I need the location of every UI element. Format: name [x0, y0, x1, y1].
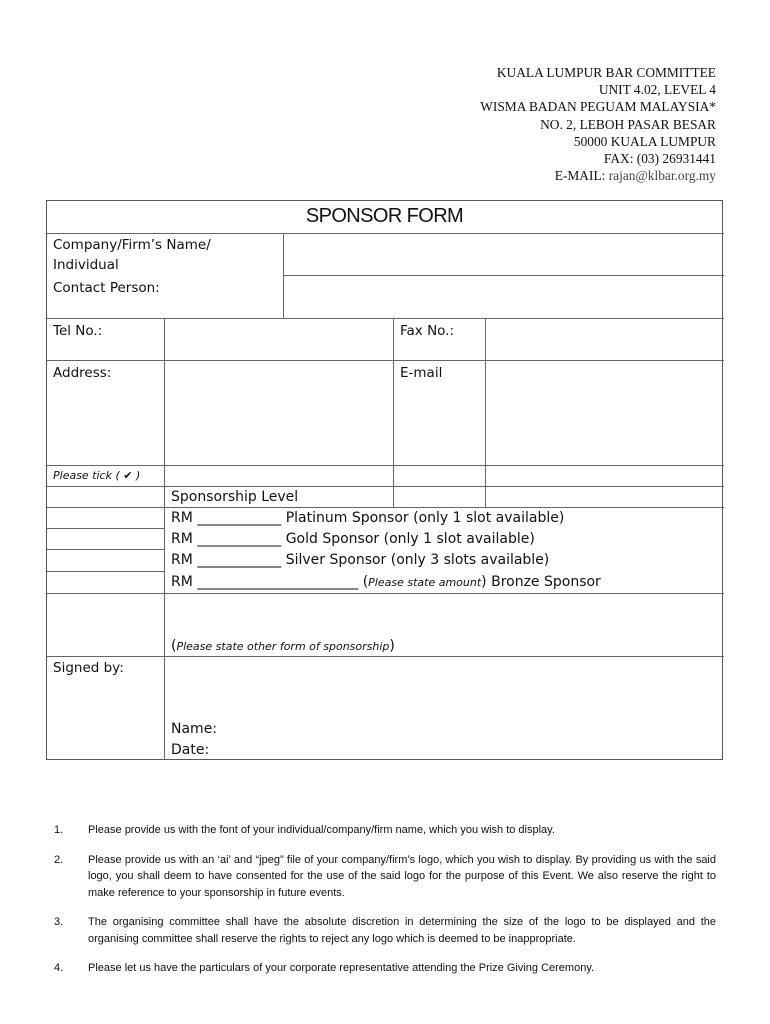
tick-box-bronze[interactable]: [48, 572, 164, 593]
note-text: Please provide us with the font of your individual/company/firm name, which you wish to display.: [88, 824, 555, 836]
note-item: [54, 914, 716, 947]
tick-box-gold[interactable]: [48, 529, 164, 549]
other-suffix: ): [389, 638, 395, 654]
address-line: WISMA BADAN PEGUAM MALAYSIA*: [480, 99, 716, 115]
email-label: E-MAIL:: [554, 168, 606, 184]
row-divider: [47, 465, 724, 466]
fax-label: Fax No.:: [400, 323, 455, 339]
column-divider: [393, 318, 394, 507]
sponsorship-level-header: Sponsorship Level: [171, 489, 299, 505]
other-italic: Please state other form of sponsorship: [176, 640, 390, 653]
name-label: Name:: [171, 721, 218, 737]
address-line: UNIT 4.02, LEVEL 4: [598, 82, 716, 98]
tick-box-platinum[interactable]: [48, 508, 164, 528]
bronze-amount-hint: Please state amount: [368, 576, 482, 589]
company-name-label: Company/Firm’s Name/: [53, 237, 211, 253]
notes-list: [54, 822, 716, 990]
other-sponsorship-hint: [171, 636, 395, 657]
note-item: [54, 822, 716, 839]
silver-sponsor-option: RM ____________ Silver Sponsor (only 3 slots available): [171, 552, 550, 568]
bronze-suffix: ) Bronze Sponsor: [481, 574, 601, 590]
company-name-field[interactable]: [284, 234, 724, 275]
gold-sponsor-option: RM ____________ Gold Sponsor (only 1 slot available): [171, 531, 535, 547]
address-field[interactable]: [165, 361, 393, 465]
note-text: The organising committee shall have the absolute discretion in determining the size of the logo to be displayed and the organising committee shall reserve the rights to reject any logo which is deemed to be inappropriate.: [88, 916, 716, 945]
bronze-prefix: RM _______________________ (: [171, 574, 369, 590]
contact-person-field[interactable]: [284, 276, 724, 318]
email-field[interactable]: [486, 361, 724, 465]
note-number: 4.: [54, 962, 64, 974]
date-label: Date:: [171, 742, 210, 758]
signature-field[interactable]: [165, 657, 724, 717]
platinum-sponsor-option: RM ____________ Platinum Sponsor (only 1 slot available): [171, 510, 565, 526]
note-number: 2.: [54, 853, 64, 866]
address-line: FAX: (03) 26931441: [603, 151, 716, 167]
note-text: Please provide us with an ‘ai’ and “jpeg” file of your company/firm’s logo, which you wish to display. By providing us with the said logo, you shall deem to have consented for the use of the said logo for the purpose of this Event. We also reserve the right to make reference to your sponsorship in future events.: [88, 853, 716, 899]
address-line: NO. 2, LEBOH PASAR BESAR: [540, 116, 716, 132]
fax-field[interactable]: [486, 319, 724, 360]
address-line: KUALA LUMPUR BAR COMMITTEE: [496, 65, 716, 80]
note-item: [54, 852, 716, 902]
note-number: 3.: [54, 916, 64, 928]
address-label: Address:: [53, 365, 112, 381]
email-line: [480, 167, 716, 184]
other-prefix: (: [171, 638, 177, 654]
signed-by-label: Signed by:: [53, 660, 124, 676]
email-value: rajan@klbar.org.my: [608, 168, 716, 184]
tick-box-other[interactable]: [48, 594, 164, 656]
email-field-label: E-mail: [400, 365, 443, 381]
note-text: Please let us have the particulars of your corporate representative attending the Prize Giving Ceremony.: [88, 962, 595, 974]
address-block: [480, 64, 716, 184]
tel-label: Tel No.:: [53, 323, 103, 339]
row-divider: [47, 486, 724, 487]
tick-box-silver[interactable]: [48, 550, 164, 571]
note-number: 1.: [54, 824, 64, 836]
contact-person-label: Contact Person:: [53, 280, 160, 296]
bronze-sponsor-option: [171, 572, 601, 593]
company-name-label-2: Individual: [53, 257, 119, 273]
form-title: SPONSOR FORM: [305, 205, 464, 227]
address-line: 50000 KUALA LUMPUR: [573, 133, 716, 149]
tel-field[interactable]: [165, 319, 393, 360]
tick-instruction: Please tick ( ✔ ): [53, 469, 141, 482]
sponsor-form: [46, 200, 723, 760]
note-item: [54, 960, 716, 977]
